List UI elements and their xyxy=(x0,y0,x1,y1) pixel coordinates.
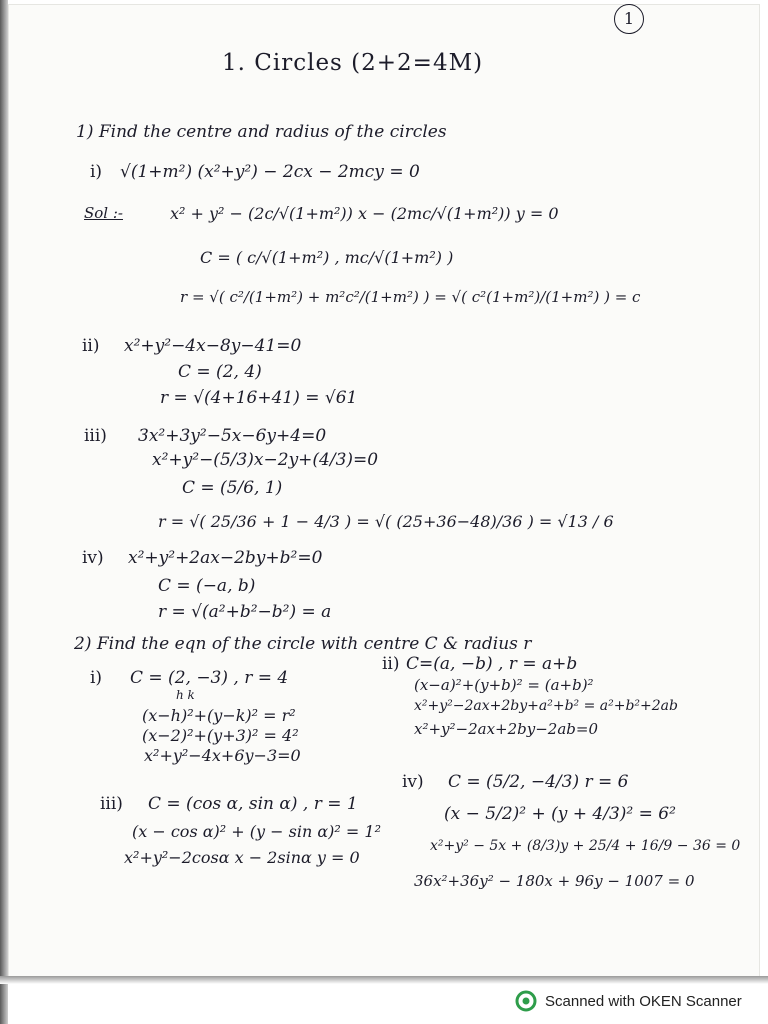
q1-ii-centre: C = (2, 4) xyxy=(178,362,262,382)
q2-iv-line3: 36x²+36y² − 180x + 96y − 1007 = 0 xyxy=(414,872,695,890)
q1-ii-radius: r = √(4+16+41) = √61 xyxy=(160,388,358,408)
scanner-watermark xyxy=(515,988,742,1014)
q1-iii-step1: x²+y²−(5/3)x−2y+(4/3)=0 xyxy=(152,450,379,470)
q2-i-label: i) xyxy=(90,668,103,688)
q2-heading: 2) Find the eqn of the circle with centre C & radius r xyxy=(74,634,532,654)
q1-i-label: i) xyxy=(90,162,103,182)
q2-iv-given: C = (5/2, −4/3) r = 6 xyxy=(448,772,629,792)
q2-iii-line2: x²+y²−2cosα x − 2sinα y = 0 xyxy=(124,848,360,867)
q2-i-hk: h k xyxy=(176,688,195,702)
q1-i-radius: r = √( c²/(1+m²) + m²c²/(1+m²) ) = √( c²(1+m²)/(1+m²) ) = c xyxy=(180,288,641,306)
page-number: 1 xyxy=(614,4,644,34)
q1-iii-label: iii) xyxy=(84,426,107,446)
q2-ii-given: C=(a, −b) , r = a+b xyxy=(406,654,578,674)
q2-ii-label: ii) xyxy=(382,654,400,674)
oken-scanner-logo-icon xyxy=(515,990,537,1012)
q2-iv-line1: (x − 5/2)² + (y + 4/3)² = 6² xyxy=(444,804,676,824)
page-title: 1. Circles (2+2=4M) xyxy=(222,50,484,76)
q2-iii-line1: (x − cos α)² + (y − sin α)² = 1² xyxy=(132,822,381,841)
q1-i-step1: x² + y² − (2c/√(1+m²)) x − (2mc/√(1+m²)) y = 0 xyxy=(170,204,559,223)
q2-iv-line2: x²+y² − 5x + (8/3)y + 25/4 + 16/9 − 36 = 0 xyxy=(430,838,741,854)
q1-iii-centre: C = (5/6, 1) xyxy=(182,478,283,498)
q2-ii-line1: (x−a)²+(y+b)² = (a+b)² xyxy=(414,676,594,694)
q2-i-line2: (x−2)²+(y+3)² = 4² xyxy=(142,726,299,745)
q1-iii-equation: 3x²+3y²−5x−6y+4=0 xyxy=(138,426,327,446)
q1-i-centre: C = ( c/√(1+m²) , mc/√(1+m²) ) xyxy=(200,248,454,267)
page-shadow xyxy=(0,976,768,984)
q1-iii-radius: r = √( 25/36 + 1 − 4/3 ) = √( (25+36−48)/36 ) = √13 / 6 xyxy=(158,512,614,531)
q1-heading: 1) Find the centre and radius of the circles xyxy=(76,122,447,142)
page-edge xyxy=(0,0,8,1024)
q2-iii-label: iii) xyxy=(100,794,123,814)
watermark-text: Scanned with OKEN Scanner xyxy=(545,992,742,1010)
q2-iii-given: C = (cos α, sin α) , r = 1 xyxy=(148,794,358,814)
q2-ii-line3: x²+y²−2ax+2by−2ab=0 xyxy=(414,720,598,738)
q1-i-sol-label: Sol :- xyxy=(84,204,123,222)
q2-i-given: C = (2, −3) , r = 4 xyxy=(130,668,289,688)
q2-ii-line2: x²+y²−2ax+2by+a²+b² = a²+b²+2ab xyxy=(414,698,678,714)
q2-iv-label: iv) xyxy=(402,772,424,792)
q1-ii-label: ii) xyxy=(82,336,100,356)
q1-iv-equation: x²+y²+2ax−2by+b²=0 xyxy=(128,548,323,568)
q1-iv-centre: C = (−a, b) xyxy=(158,576,256,596)
q2-i-line1: (x−h)²+(y−k)² = r² xyxy=(142,706,296,725)
q1-ii-equation: x²+y²−4x−8y−41=0 xyxy=(124,336,302,356)
q1-iv-radius: r = √(a²+b²−b²) = a xyxy=(158,602,332,622)
q1-iv-label: iv) xyxy=(82,548,104,568)
paper-sheet xyxy=(8,4,760,980)
q1-i-equation: √(1+m²) (x²+y²) − 2cx − 2mcy = 0 xyxy=(120,162,420,182)
q2-i-line3: x²+y²−4x+6y−3=0 xyxy=(144,746,301,765)
